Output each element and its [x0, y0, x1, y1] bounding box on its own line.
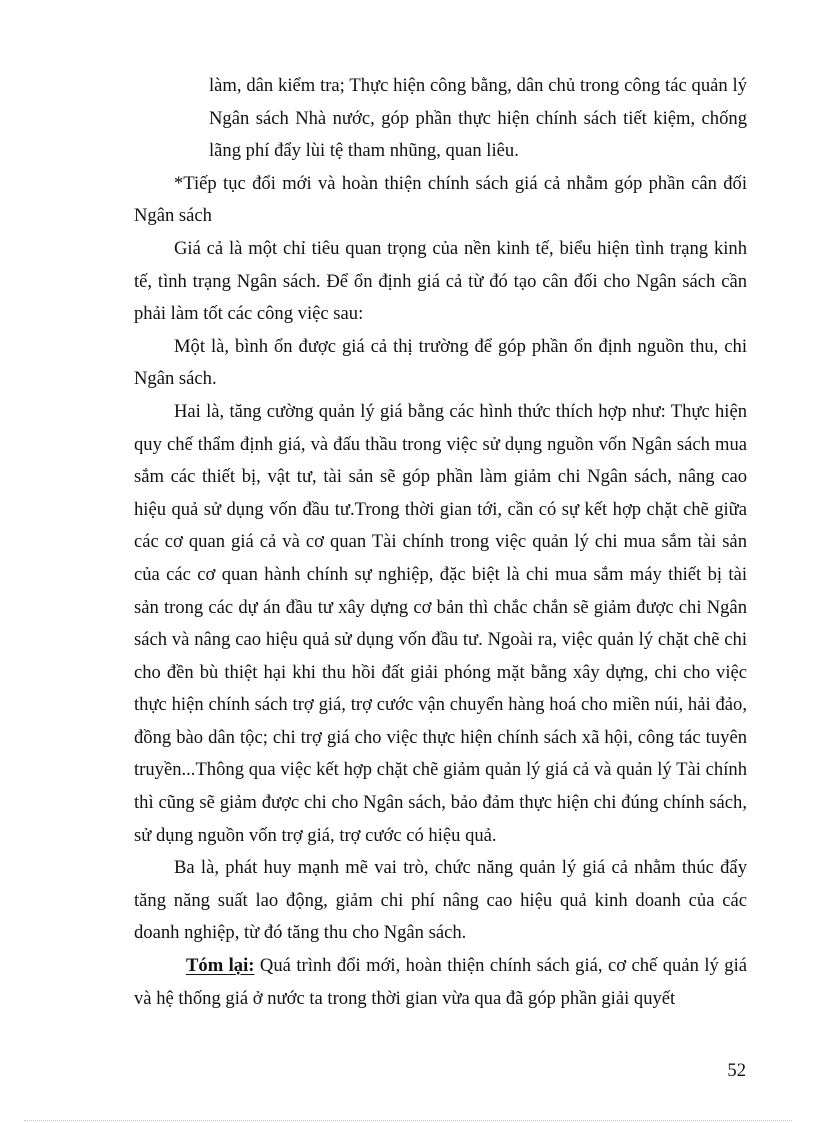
- page-number: 52: [727, 1060, 746, 1081]
- summary-label: Tóm lại:: [186, 955, 255, 977]
- summary-text: Quá trình đổi mới, hoàn thiện chính sách giá, cơ chế quản lý giá và hệ thống giá ở nước ta trong thời gian vừa qua đã góp phần giải quyết: [134, 955, 747, 1009]
- paragraph-item-three: Ba là, phát huy mạnh mẽ vai trò, chức năng quản lý giá cả nhằm thúc đẩy tăng năng suất lao động, giảm chi phí nâng cao hiệu quả kinh doanh của các doanh nghiệp, từ đó tăng thu cho Ngân sách.: [134, 857, 747, 944]
- paragraph-item-one: Một là, bình ổn được giá cả thị trường để góp phần ổn định nguồn thu, chi Ngân sách.: [134, 335, 747, 390]
- page-bottom-divider: [24, 1120, 792, 1121]
- document-body: [134, 70, 747, 1015]
- paragraph-continuation: làm, dân kiểm tra; Thực hiện công bằng, dân chủ trong công tác quản lý Ngân sách Nhà nước, góp phần thực hiện chính sách tiết kiệm, chống lãng phí đẩy lùi tệ tham nhũng, quan liêu.: [209, 75, 747, 162]
- summary-paragraph: [134, 950, 747, 1015]
- section-heading: *Tiếp tục đổi mới và hoàn thiện chính sách giá cả nhằm góp phần cân đối Ngân sách: [134, 172, 747, 227]
- paragraph-intro: Giá cả là một chỉ tiêu quan trọng của nền kinh tế, biểu hiện tình trạng kinh tế, tình trạng Ngân sách. Để ổn định giá cả từ đó tạo cân đối cho Ngân sách cần phải làm tốt các công việc sau:: [134, 237, 747, 325]
- paragraph-item-two: Hai là, tăng cường quản lý giá bằng các hình thức thích hợp như: Thực hiện quy chế thẩm định giá, và đấu thầu trong việc sử dụng nguồn vốn Ngân sách mua sắm các thiết bị, vật tư, tài sản sẽ góp phần làm giảm chi Ngân sách, nâng cao hiệu quả sử dụng vốn đầu tư.Trong thời gian tới, cần có sự kết hợp chặt chẽ giữa các cơ quan giá cả và cơ quan Tài chính trong việc quản lý chi mua sắm tài sản của các cơ quan hành chính sự nghiệp, đặc biệt là chi mua sắm máy thiết bị tài sản trong các dự án đầu tư xây dựng cơ bản thì chắc chắn sẽ giảm được chi Ngân sách và nâng cao hiệu quả sử dụng vốn đầu tư. Ngoài ra, việc quản lý chặt chẽ chi cho đền bù thiệt hại khi thu hồi đất giải phóng mặt bằng xây dựng, chi cho việc thực hiện chính sách trợ giá, trợ cước vận chuyển hàng hoá cho miền núi, hải đảo, đồng bào dân tộc; chi trợ giá cho việc thực hiện chính sách xã hội, công tác tuyên truyền...Thông qua việc kết hợp chặt chẽ giảm quản lý giá cả và quản lý Tài chính thì cũng sẽ giảm được chi cho Ngân sách, bảo đảm thực hiện chi đúng chính sách, sử dụng nguồn vốn trợ giá, trợ cước có hiệu quả.: [134, 400, 747, 846]
